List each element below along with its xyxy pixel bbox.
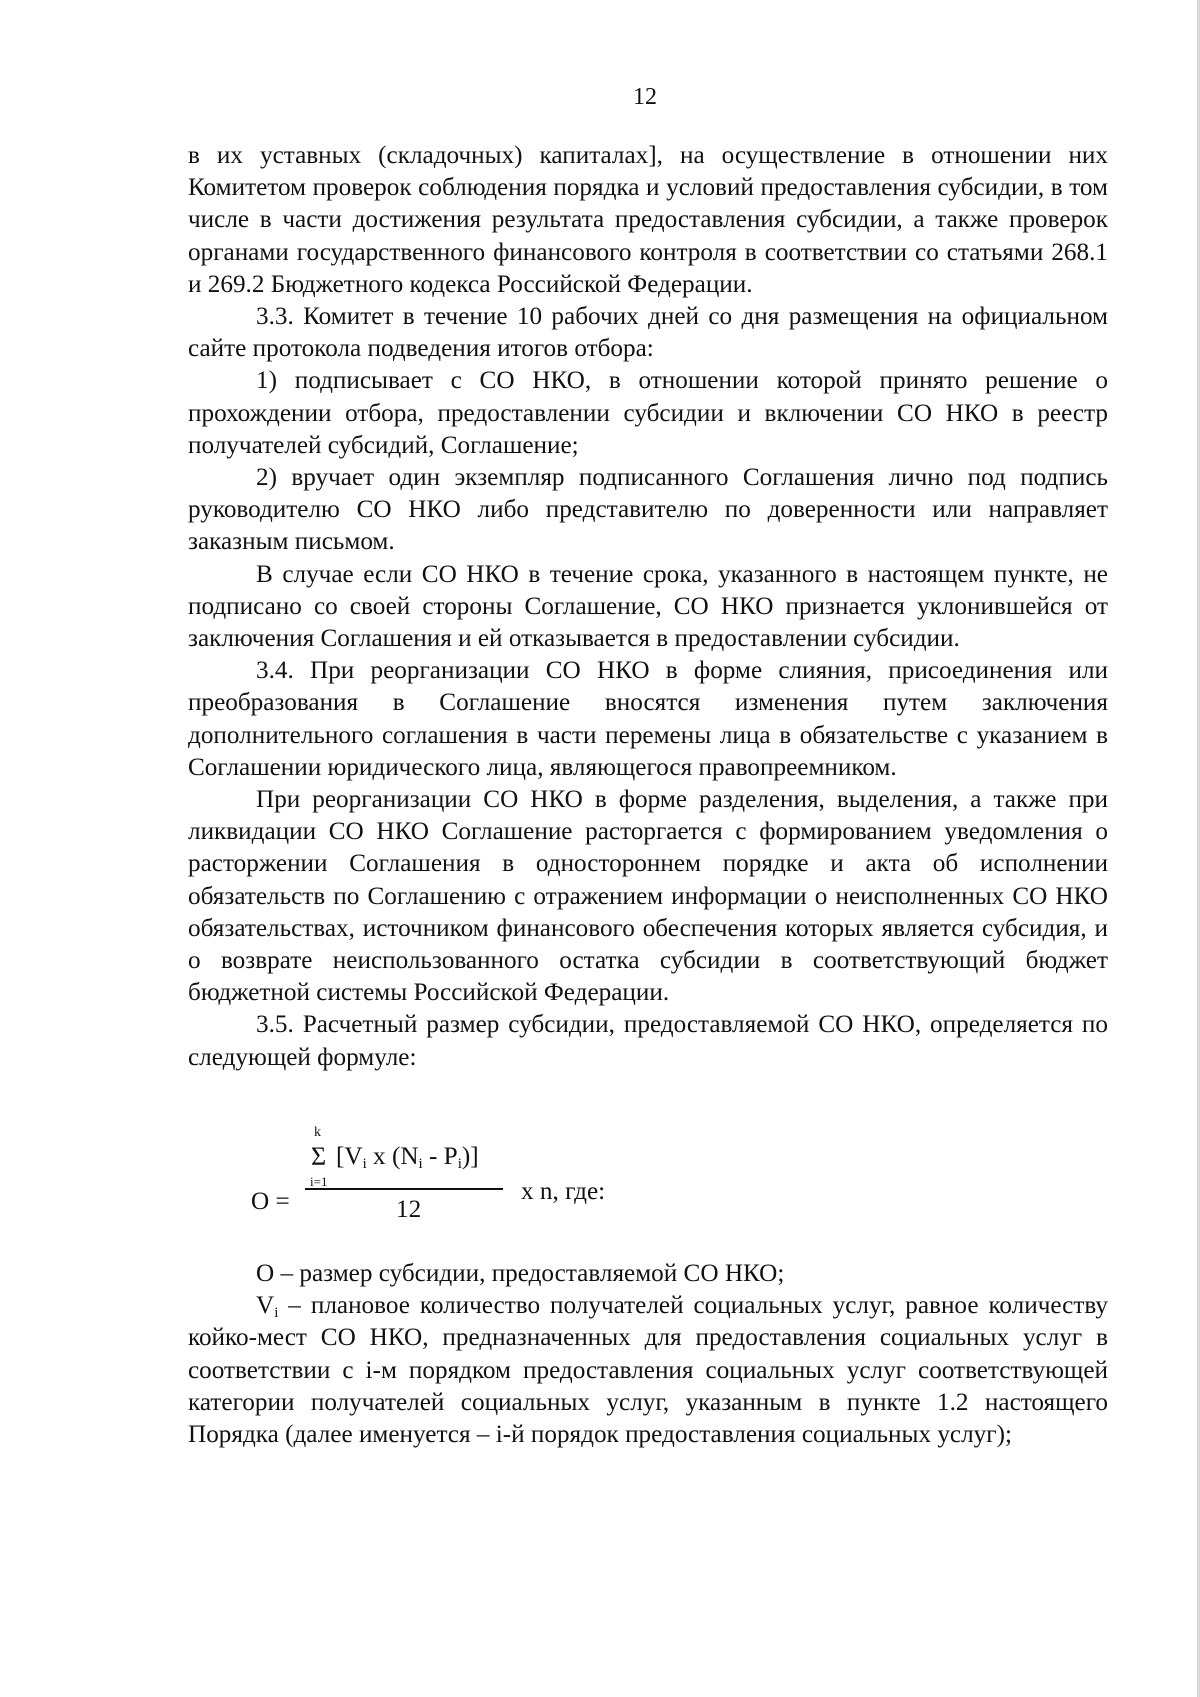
formula-numerator [336, 1142, 479, 1172]
formula-fraction-bar [305, 1188, 503, 1190]
formula-tail: x n, где: [521, 1177, 606, 1205]
paragraph-refusal: В случае если СО НКО в течение срока, указанного в настоящем пункте, не подписано со своей стороны Соглашение, СО НКО признается уклонившейся от заключения Соглашения и ей отказывается в предоставлении субсидии. [188, 560, 1108, 653]
document-body [188, 140, 1108, 1451]
definition-v [188, 1290, 1108, 1451]
formula-num-sub-1: i [362, 1155, 367, 1172]
paragraph-3-3-item-1: 1) подписывает с СО НКО, в отношении которой принято решение о прохождении отбора, предоставлении субсидии и включении СО НКО в реестр получателей субсидий, Соглашение; [188, 367, 1108, 459]
paragraph-reorganization: При реорганизации СО НКО в форме разделения, выделения, а также при ликвидации СО НКО Соглашение расторгается с формированием уведомления о расторжении Соглашения в одностороннем порядке и акта об исполнении обязательств по Соглашению с отражением информации о неисполненных СО НКО обязательствах, источником финансового обеспечения которых является субсидия, и о возврате неиспользованного остатка субсидии в соответствующий бюджет бюджетной системы Российской Федерации. [188, 786, 1108, 1007]
formula-sum-lower: i=1 [310, 1173, 328, 1189]
definition-v-sub: i [274, 1305, 279, 1322]
definition-o: О – размер субсидии, предоставляемой СО НКО; [256, 1259, 785, 1287]
paragraph-3-5: 3.5. Расчетный размер субсидии, предоставляемой СО НКО, определяется по следующей формуле: [188, 1011, 1108, 1071]
paragraph-continuation: в их уставных (складочных) капиталах], на осуществление в отношении них Комитетом проверок соблюдения порядка и условий предоставления субсидии, в том числе в части достижения результата предоставления субсидии, а также проверок органами государственного финансового контроля в соответствии со статьями 268.1 и 269.2 Бюджетного кодекса Российской Федерации. [188, 142, 1108, 298]
page-number: 12 [633, 84, 657, 110]
paragraph-3-4: 3.4. При реорганизации СО НКО в форме слияния, присоединения или преобразования в Соглашение вносятся изменения путем заключения дополнительного соглашения в части перемены лица в обязательстве с указанием в Соглашении юридического лица, являющегося правопреемником. [188, 657, 1108, 781]
formula-num-sub-2: i [418, 1155, 423, 1172]
formula-num-mid-1: x (N [366, 1142, 419, 1170]
formula-num-sub-3: i [457, 1155, 462, 1172]
definition-v-letter: V [256, 1292, 275, 1320]
definition-v-text: – плановое количество получателей социальных услуг, равное количеству койко-мест СО НКО, предназначенных для предоставления социальных услуг в соответствии с i-м порядком предоставления социальных услуг соответствующей категории получателей социальных услуг, указанным в пункте 1.2 настоящего Порядка (далее именуется – i-й порядок предоставления социальных услуг); [188, 1292, 1108, 1448]
formula-denominator: 12 [396, 1195, 422, 1223]
paragraph-3-3-item-2: 2) вручает один экземпляр подписанного Соглашения лично под подпись руководителю СО НКО либо представителю по доверенности или направляет заказным письмом. [188, 464, 1108, 556]
formula-sum-symbol: Σ [311, 1141, 327, 1171]
paragraph-3-3: 3.3. Комитет в течение 10 рабочих дней со дня размещения на официальном сайте протокола подведения итогов отбора: [188, 303, 1108, 363]
formula-lhs: О = [251, 1187, 290, 1215]
subsidy-formula [188, 1074, 1108, 1258]
definition-v-symbol [256, 1292, 279, 1322]
formula-num-mid-2: - P [422, 1142, 458, 1170]
formula-sum-upper: k [314, 1124, 321, 1140]
formula-num-close: )] [461, 1142, 479, 1170]
formula-num-open: [V [336, 1142, 363, 1170]
